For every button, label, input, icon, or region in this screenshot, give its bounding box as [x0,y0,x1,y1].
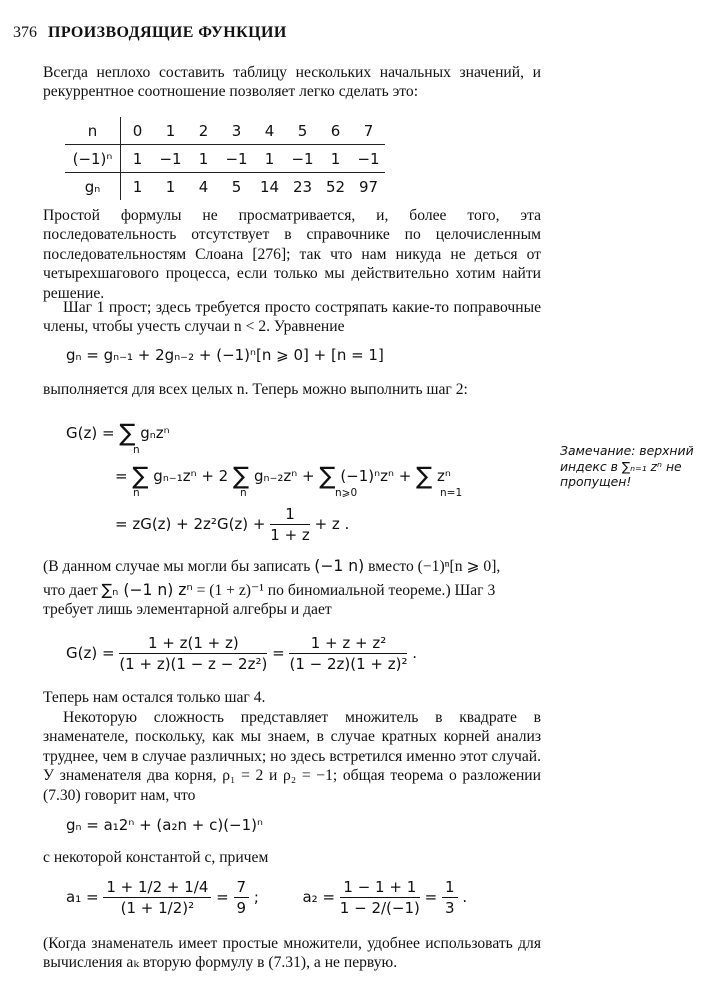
table-row [65,145,385,173]
binomial-sum: ∑ₙ (−1 n) zⁿ [101,581,193,599]
sum-symbol: ∑ [119,419,136,447]
sum-symbol: ∑ [319,462,336,490]
term: ; [253,888,259,906]
table-cell: 52 [325,177,346,196]
text: = (1 + z)⁻¹ по биномиальной теореме.) Шаг 3 [196,582,496,599]
denominator: 1 + z [270,526,310,544]
term: a₁ = [66,888,99,906]
binom-line-1 [43,557,500,576]
table-cell: 23 [292,177,313,196]
denominator: (1 + z)(1 − z − 2z²) [119,655,268,673]
after-recurrence-text: выполняется для всех целых n. Теперь можно выполнить шаг 2: [43,381,468,398]
numerator: 1 + z + z² [289,634,407,654]
sum-index: n⩾0 [335,487,358,499]
fraction [289,634,407,673]
table-cell: −1 [154,145,187,173]
term: a₂ = [302,888,336,906]
constant-paragraph: с некоторой константой c, причем [43,849,269,866]
step4-paragraph: Теперь нам остался только шаг 4. [43,689,266,706]
text: что дает [43,582,98,599]
numerator: 1 + z(1 + z) [119,634,267,654]
gz-line-2 [115,459,451,490]
chapter-title: ПРОИЗВОДЯЩИЕ ФУНКЦИИ [48,24,287,41]
gz-line-3 [115,505,349,544]
binom-line-2 [43,581,495,600]
numerator: 1 − 1 + 1 [340,878,420,898]
gz-line-1 [66,416,170,447]
table-cell: −1 [220,145,253,173]
fraction [119,634,267,673]
table-cell: 0 [132,121,143,140]
denominator: (1 − 2z)(1 + z)² [289,655,408,673]
table-cell: 1 [253,145,286,173]
binom-line-3: требует лишь элементарной алгебры и дает [43,601,332,618]
no-formula-paragraph: Простой формулы не просматривается, и, более того, эта последовательность отсутствует в справочнике по целочисленным последовательностям Слоана [276]; так что нам никуда не деться от четырехшагового процесса, если только мы действительно хотим найти решение. [43,207,541,302]
table-cell: −1 [352,145,385,173]
page-number: 376 [13,24,37,41]
sum-index: n [133,487,140,499]
gn-form-equation: gₙ = a₁2ⁿ + (a₂n + c)(−1)ⁿ [66,816,263,834]
sum-index: n [240,487,247,499]
row-label: (−1)ⁿ [65,145,121,173]
final-paragraph: (Когда знаменатель имеет простые множители, удобнее использовать для вычисления aₖ вторую формулу в (7.31), а не первую. [43,935,541,972]
numerator: 1 [270,505,310,525]
table-cell: 1 [121,145,155,173]
table-cell: 2 [198,121,209,140]
page-header [13,24,287,42]
numerator: 7 [234,878,250,898]
row-label: n [65,117,121,145]
sum-symbol: ∑ [416,462,433,490]
table-cell: 1 [319,145,352,173]
closed-form-equation [66,634,417,673]
term: zⁿ [437,467,451,485]
eq-sign: = [424,888,438,906]
table-cell: 4 [198,177,209,196]
recurrence-equation: gₙ = gₙ₋₁ + 2gₙ₋₂ + (−1)ⁿ[n ⩾ 0] + [n = 1] [66,346,384,364]
table-cell: 5 [297,121,308,140]
table-cell: 5 [231,177,242,196]
values-table [65,117,385,200]
denominator: 3 [445,899,455,917]
sum-symbol: ∑ [233,462,250,490]
eq-sign: = [216,888,229,906]
intro-paragraph: Всегда неплохо составить таблицу нескольких начальных значений, и рекуррентное соотношение позволяет легко сделать это: [43,64,541,101]
roots-paragraph: Некоторую сложность представляет множитель в квадрате в знаменателе, поскольку, как мы знаем, в случае кратных корней анализ труднее, чем в случае различных; но здесь встретился именно этот случай. У знаменателя два корня, ρ₁ = 2 и ρ₂ = −1; общая теорема о разложении (7.30) говорит нам, что [43,709,541,804]
sum-index: n=1 [440,487,463,499]
table-cell: 3 [231,121,242,140]
denominator: 9 [236,899,247,917]
term: G(z) = [66,644,115,662]
binomial: (−1 n) [314,557,365,575]
term: . [462,888,468,906]
text: вместо (−1)ⁿ[n ⩾ 0], [368,558,501,575]
term: = zG(z) + 2z²G(z) + [115,515,266,533]
table-cell: 6 [330,121,341,140]
table-row [65,173,385,201]
numerator: 1 + 1/2 + 1/4 [103,878,211,898]
term: + z . [314,515,350,533]
fraction [234,878,250,917]
term: gₙ₋₁zⁿ + 2 [153,467,229,485]
table-cell: 1 [187,145,220,173]
fraction [340,878,420,917]
row-label: gₙ [65,173,121,201]
table-cell: −1 [286,145,319,173]
margin-note: Замечание: верхний индекс в ∑ₙ₌₁ zⁿ не пропущен! [560,443,694,489]
table-row [65,117,385,145]
table-cell: 7 [363,121,374,140]
fraction [103,878,211,917]
denominator: (1 + 1/2)² [120,899,195,917]
gz-rhs: gₙzⁿ [140,424,170,442]
table-cell: 4 [264,121,275,140]
table-cell: 1 [165,177,176,196]
eq-sign: = [115,467,133,485]
table-cell: 1 [132,177,143,196]
term: (−1)ⁿzⁿ + [340,467,417,485]
table-cell: 14 [259,177,280,196]
gz-lhs: G(z) = [66,424,115,442]
denominator: 1 − 2/(−1) [339,899,420,917]
table-cell: 97 [358,177,379,196]
coefficients-equation [66,878,467,917]
fraction [270,505,310,544]
term: gₙ₋₂zⁿ + [253,467,320,485]
step1-paragraph: Шаг 1 прост; здесь требуется просто состряпать какие-то поправочные члены, чтобы учесть случаи n < 2. Уравнение [43,299,541,336]
term: . [412,644,418,662]
fraction [442,878,458,917]
table-cell: 1 [165,121,176,140]
text: (В данном случае мы могли бы записать [43,558,311,575]
eq-sign: = [272,644,285,662]
sum-index: n [133,444,140,456]
numerator: 1 [442,878,458,898]
sum-symbol: ∑ [132,462,149,490]
